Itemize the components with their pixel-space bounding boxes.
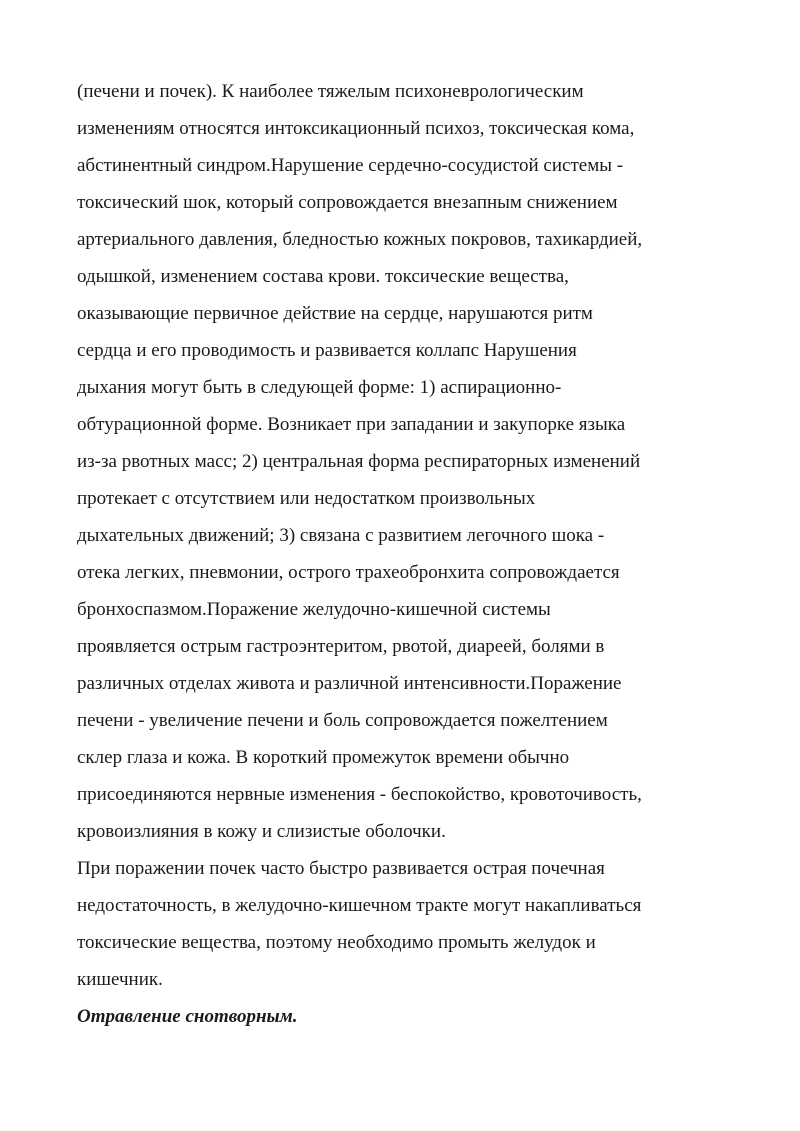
text-line: оказывающие первичное действие на сердце, нарушаются ритм <box>77 303 593 324</box>
text-line: абстинентный синдром.Нарушение сердечно-сосудистой системы - <box>77 155 624 176</box>
text-line: (печени и почек). К наиболее тяжелым психоневрологическим <box>77 81 584 102</box>
body-text <box>77 73 737 1035</box>
text-line: склер глаза и кожа. В короткий промежуток времени обычно <box>77 747 570 768</box>
text-line: токсический шок, который сопровождается внезапным снижением <box>77 192 618 213</box>
text-line: протекает с отсутствием или недостатком произвольных <box>77 488 536 509</box>
text-line: печени - увеличение печени и боль сопровождается пожелтением <box>77 710 608 731</box>
text-line: При поражении почек часто быстро развивается острая почечная <box>77 858 605 879</box>
text-line: бронхоспазмом.Поражение желудочно-кишечной системы <box>77 599 551 620</box>
text-line: изменениям относятся интоксикационный психоз, токсическая кома, <box>77 118 635 139</box>
text-line: кишечник. <box>77 969 163 990</box>
text-line: недостаточность, в желудочно-кишечном тракте могут накапливаться <box>77 895 642 916</box>
text-line: отека легких, пневмонии, острого трахеобронхита сопровождается <box>77 562 620 583</box>
text-line: проявляется острым гастроэнтеритом, рвотой, диареей, болями в <box>77 636 605 657</box>
text-line: дыхания могут быть в следующей форме: 1) аспирационно- <box>77 377 562 398</box>
text-line: токсические вещества, поэтому необходимо промыть желудок и <box>77 932 596 953</box>
text-line: из-за рвотных масс; 2) центральная форма респираторных изменений <box>77 451 641 472</box>
text-line: присоединяются нервные изменения - беспокойство, кровоточивость, <box>77 784 642 805</box>
text-line: сердца и его проводимость и развивается коллапс Нарушения <box>77 340 577 361</box>
text-line: кровоизлияния в кожу и слизистые оболочки. <box>77 821 446 842</box>
text-line: дыхательных движений; 3) связана с развитием легочного шока - <box>77 525 605 546</box>
text-line: артериального давления, бледностью кожных покровов, тахикардией, <box>77 229 643 250</box>
text-line: различных отделах живота и различной интенсивности.Поражение <box>77 673 622 694</box>
text-line: одышкой, изменением состава крови. токсические вещества, <box>77 266 569 287</box>
section-heading: Отравление снотворным. <box>77 1006 298 1027</box>
text-line: обтурационной форме. Возникает при западании и закупорке языка <box>77 414 626 435</box>
